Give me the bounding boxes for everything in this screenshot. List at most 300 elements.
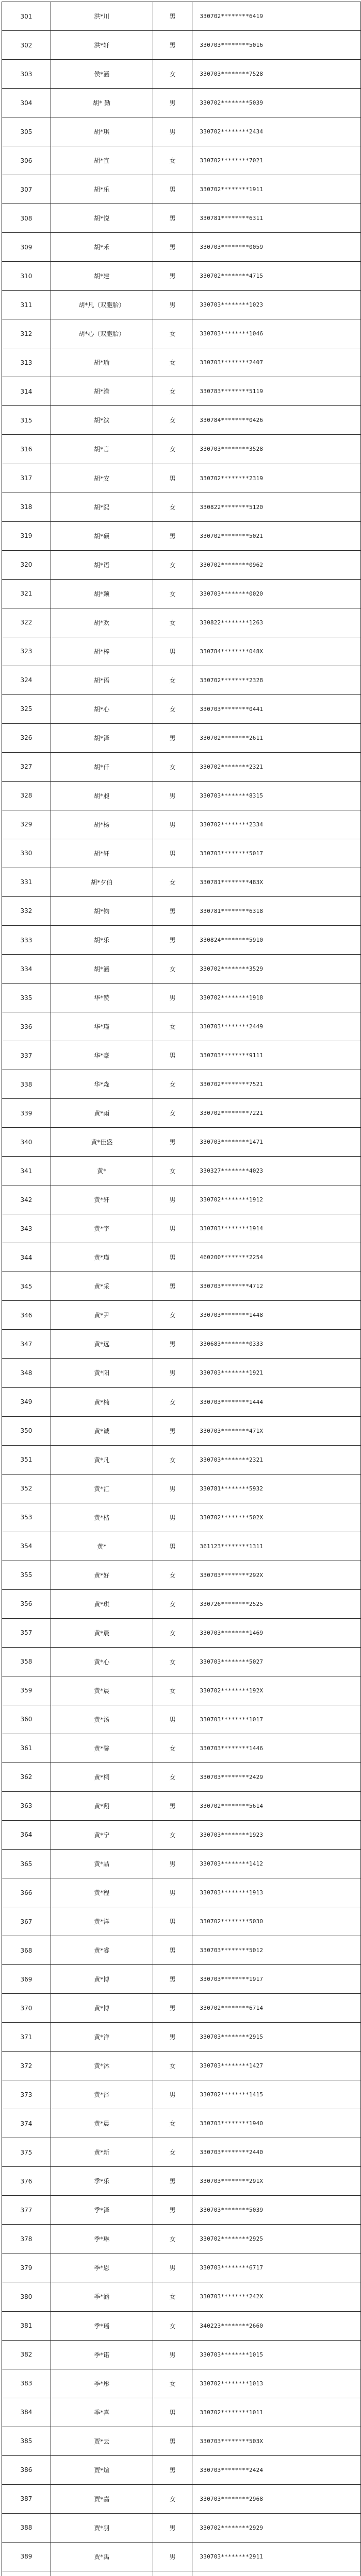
student-name-cell: 黄*远 bbox=[51, 1330, 153, 1359]
id-number-cell: 330702********0962 bbox=[192, 550, 361, 579]
gender-cell: 男 bbox=[153, 2253, 192, 2282]
id-number-cell: 330703********1471 bbox=[192, 1128, 361, 1157]
table-row bbox=[2, 2109, 361, 2138]
row-number-cell: 373 bbox=[2, 2080, 51, 2109]
gender-cell: 女 bbox=[153, 1561, 192, 1589]
row-number-cell: 346 bbox=[2, 1301, 51, 1330]
id-number-cell: 330703********1444 bbox=[192, 1387, 361, 1416]
gender-cell: 男 bbox=[153, 637, 192, 666]
student-name-cell: 黄*泽 bbox=[51, 2080, 153, 2109]
id-number-cell: 330702********502X bbox=[192, 1503, 361, 1532]
id-number-cell: 330702********5030 bbox=[192, 1907, 361, 1936]
gender-cell: 男 bbox=[153, 1359, 192, 1387]
id-number-cell: 330702********7021 bbox=[192, 146, 361, 175]
row-number-cell: 308 bbox=[2, 204, 51, 233]
gender-cell: 女 bbox=[153, 1734, 192, 1762]
table-row bbox=[2, 1330, 361, 1359]
gender-cell: 女 bbox=[153, 1301, 192, 1330]
row-number-cell: 331 bbox=[2, 868, 51, 896]
gender-cell: 男 bbox=[153, 1474, 192, 1503]
id-number-cell: 330703********2424 bbox=[192, 2455, 361, 2484]
gender-cell: 男 bbox=[153, 521, 192, 550]
id-number-cell: 330702********4715 bbox=[192, 262, 361, 291]
gender-cell: 男 bbox=[153, 1705, 192, 1734]
gender-cell: 男 bbox=[153, 1532, 192, 1561]
id-number-cell: 330703********2968 bbox=[192, 2484, 361, 2513]
row-number-cell: 320 bbox=[2, 550, 51, 579]
id-number-cell: 330703********1914 bbox=[192, 1214, 361, 1243]
id-number-cell: 330702********1911 bbox=[192, 175, 361, 204]
table-row bbox=[2, 89, 361, 117]
id-number-cell: 330726********2525 bbox=[192, 1589, 361, 1618]
table-row bbox=[2, 348, 361, 377]
row-number-cell: 330 bbox=[2, 839, 51, 868]
student-name-cell: 季*诺 bbox=[51, 2340, 153, 2369]
student-name-cell: 华*淼 bbox=[51, 1070, 153, 1099]
row-number-cell bbox=[2, 2571, 51, 2576]
gender-cell: 女 bbox=[153, 2311, 192, 2340]
student-name-cell: 胡*安 bbox=[51, 464, 153, 493]
student-name-cell: 黄*喆 bbox=[51, 1850, 153, 1878]
table-row bbox=[2, 1214, 361, 1243]
gender-cell: 女 bbox=[153, 1589, 192, 1618]
table-row bbox=[2, 1532, 361, 1561]
row-number-cell: 336 bbox=[2, 1012, 51, 1041]
student-name-cell: 黄*博 bbox=[51, 1994, 153, 2023]
student-name-cell: 胡*昶 bbox=[51, 781, 153, 810]
gender-cell: 男 bbox=[153, 896, 192, 925]
student-name-cell: 黄*沐 bbox=[51, 2052, 153, 2080]
row-number-cell: 378 bbox=[2, 2225, 51, 2253]
id-number-cell: 330703********1023 bbox=[192, 291, 361, 319]
gender-cell: 男 bbox=[153, 2080, 192, 2109]
table-row bbox=[2, 175, 361, 204]
gender-cell: 男 bbox=[153, 1791, 192, 1820]
gender-cell: 女 bbox=[153, 752, 192, 781]
table-row bbox=[2, 810, 361, 839]
row-number-cell: 375 bbox=[2, 2138, 51, 2167]
row-number-cell: 386 bbox=[2, 2455, 51, 2484]
student-name-cell: 洪*川 bbox=[51, 2, 153, 31]
id-number-cell: 330703********1940 bbox=[192, 2109, 361, 2138]
row-number-cell: 332 bbox=[2, 896, 51, 925]
gender-cell: 女 bbox=[153, 1820, 192, 1849]
table-row bbox=[2, 984, 361, 1012]
table-row bbox=[2, 1445, 361, 1474]
gender-cell: 女 bbox=[153, 2225, 192, 2253]
row-number-cell: 347 bbox=[2, 1330, 51, 1359]
gender-cell bbox=[153, 2571, 192, 2576]
gender-cell: 男 bbox=[153, 1907, 192, 1936]
row-number-cell: 352 bbox=[2, 1474, 51, 1503]
student-name-cell: 华*瑾 bbox=[51, 1012, 153, 1041]
table-row bbox=[2, 1301, 361, 1330]
row-number-cell: 382 bbox=[2, 2340, 51, 2369]
row-number-cell: 371 bbox=[2, 2023, 51, 2052]
row-number-cell: 360 bbox=[2, 1705, 51, 1734]
student-name-cell: 胡*琪 bbox=[51, 117, 153, 146]
student-name-cell: 胡*泽 bbox=[51, 723, 153, 752]
student-name-cell: 胡* 勤 bbox=[51, 89, 153, 117]
table-row bbox=[2, 1936, 361, 1965]
gender-cell: 男 bbox=[153, 1185, 192, 1214]
gender-cell: 男 bbox=[153, 2427, 192, 2455]
row-number-cell: 338 bbox=[2, 1070, 51, 1099]
gender-cell: 女 bbox=[153, 1012, 192, 1041]
table-row bbox=[2, 1647, 361, 1676]
student-name-cell: 黄*佳盛 bbox=[51, 1128, 153, 1157]
row-number-cell: 335 bbox=[2, 984, 51, 1012]
id-number-cell: 330703********1046 bbox=[192, 319, 361, 348]
student-name-cell: 胡*杨 bbox=[51, 810, 153, 839]
id-number-cell: 330824********5910 bbox=[192, 926, 361, 955]
id-number-cell: 330703********1015 bbox=[192, 2340, 361, 2369]
student-name-cell: 季*恩 bbox=[51, 2253, 153, 2282]
id-number-cell: 330703********5027 bbox=[192, 1647, 361, 1676]
gender-cell: 男 bbox=[153, 1041, 192, 1070]
table-row bbox=[2, 1705, 361, 1734]
table-row bbox=[2, 406, 361, 435]
table-row bbox=[2, 377, 361, 406]
student-name-cell: 季*泽 bbox=[51, 2196, 153, 2225]
id-number-cell: 330703********0441 bbox=[192, 694, 361, 723]
gender-cell: 女 bbox=[153, 435, 192, 464]
gender-cell: 男 bbox=[153, 781, 192, 810]
table-row bbox=[2, 2196, 361, 2225]
gender-cell: 女 bbox=[153, 2052, 192, 2080]
gender-cell: 男 bbox=[153, 723, 192, 752]
id-number-cell: 330703********5017 bbox=[192, 839, 361, 868]
id-number-cell: 330781********5932 bbox=[192, 1474, 361, 1503]
student-name-cell: 胡*颖 bbox=[51, 579, 153, 608]
table-row bbox=[2, 752, 361, 781]
student-name-cell: 黄*雨 bbox=[51, 1099, 153, 1128]
id-number-cell: 330703********291X bbox=[192, 2167, 361, 2196]
id-number-cell: 330703********1412 bbox=[192, 1850, 361, 1878]
id-number-cell: 330702********2434 bbox=[192, 117, 361, 146]
student-name-cell: 胡*涵 bbox=[51, 955, 153, 984]
table-row bbox=[2, 1157, 361, 1185]
gender-cell: 女 bbox=[153, 1762, 192, 1791]
row-number-cell: 327 bbox=[2, 752, 51, 781]
table-row bbox=[2, 1416, 361, 1445]
gender-cell: 男 bbox=[153, 1243, 192, 1272]
student-name-cell: 黄*轩 bbox=[51, 1185, 153, 1214]
student-name-cell: 胡*语 bbox=[51, 550, 153, 579]
table-row bbox=[2, 2513, 361, 2542]
gender-cell: 女 bbox=[153, 348, 192, 377]
gender-cell: 男 bbox=[153, 233, 192, 262]
row-number-cell: 367 bbox=[2, 1907, 51, 1936]
id-number-cell: 330822********1263 bbox=[192, 608, 361, 637]
gender-cell: 女 bbox=[153, 1099, 192, 1128]
row-number-cell: 350 bbox=[2, 1416, 51, 1445]
table-row bbox=[2, 2282, 361, 2311]
id-number-cell: 330703********1469 bbox=[192, 1618, 361, 1647]
student-name-cell: 黄*采 bbox=[51, 1272, 153, 1301]
id-number-cell: 330703********8315 bbox=[192, 781, 361, 810]
id-number-cell: 330703********0020 bbox=[192, 579, 361, 608]
row-number-cell: 362 bbox=[2, 1762, 51, 1791]
gender-cell: 女 bbox=[153, 1445, 192, 1474]
row-number-cell: 374 bbox=[2, 2109, 51, 2138]
table-row bbox=[2, 1474, 361, 1503]
gender-cell: 男 bbox=[153, 1936, 192, 1965]
student-name-cell: 胡*轩 bbox=[51, 839, 153, 868]
id-number-cell: 330703********2440 bbox=[192, 2138, 361, 2167]
table-row bbox=[2, 926, 361, 955]
gender-cell: 男 bbox=[153, 262, 192, 291]
id-number-cell: 330703********5039 bbox=[192, 2196, 361, 2225]
student-name-cell: 胡*乐 bbox=[51, 175, 153, 204]
gender-cell: 女 bbox=[153, 146, 192, 175]
id-number-cell: 330702********1013 bbox=[192, 2369, 361, 2398]
student-name-cell: 黄*心 bbox=[51, 1647, 153, 1676]
id-number-cell: 330702********5614 bbox=[192, 1791, 361, 1820]
gender-cell: 女 bbox=[153, 319, 192, 348]
row-number-cell: 322 bbox=[2, 608, 51, 637]
student-name-cell: 黄* bbox=[51, 1157, 153, 1185]
id-number-cell: 330703********2407 bbox=[192, 348, 361, 377]
student-name-cell: 贾*嘉 bbox=[51, 2484, 153, 2513]
id-number-cell: 330703********2321 bbox=[192, 1445, 361, 1474]
table-row bbox=[2, 1503, 361, 1532]
student-name-cell: 胡*滢 bbox=[51, 377, 153, 406]
student-name-cell bbox=[51, 2571, 153, 2576]
student-name-cell: 胡*夕伯 bbox=[51, 868, 153, 896]
gender-cell: 男 bbox=[153, 291, 192, 319]
id-number-cell: 330703********6717 bbox=[192, 2253, 361, 2282]
gender-cell: 女 bbox=[153, 60, 192, 89]
student-name-cell: 胡*心 bbox=[51, 694, 153, 723]
student-name-cell: 黄*馨 bbox=[51, 1734, 153, 1762]
gender-cell: 女 bbox=[153, 694, 192, 723]
id-number-cell: 330703********1017 bbox=[192, 1705, 361, 1734]
student-name-cell: 华*赞 bbox=[51, 984, 153, 1012]
student-name-cell: 胡*瑜 bbox=[51, 348, 153, 377]
gender-cell: 男 bbox=[153, 810, 192, 839]
student-name-cell: 黄*晨 bbox=[51, 2109, 153, 2138]
student-name-cell: 胡*硕 bbox=[51, 521, 153, 550]
row-number-cell: 370 bbox=[2, 1994, 51, 2023]
table-row bbox=[2, 2052, 361, 2080]
row-number-cell: 311 bbox=[2, 291, 51, 319]
gender-cell: 女 bbox=[153, 666, 192, 694]
id-number-cell: 330703********292X bbox=[192, 1561, 361, 1589]
table-row bbox=[2, 1850, 361, 1878]
id-number-cell: 330702********3529 bbox=[192, 955, 361, 984]
gender-cell: 男 bbox=[153, 1503, 192, 1532]
row-number-cell: 344 bbox=[2, 1243, 51, 1272]
row-number-cell: 384 bbox=[2, 2398, 51, 2427]
id-number-cell: 330702********6714 bbox=[192, 1994, 361, 2023]
table-row bbox=[2, 2, 361, 31]
student-name-cell: 黄*洋 bbox=[51, 1907, 153, 1936]
row-number-cell: 351 bbox=[2, 1445, 51, 1474]
id-number-cell: 330703********1923 bbox=[192, 1820, 361, 1849]
gender-cell: 女 bbox=[153, 2369, 192, 2398]
row-number-cell: 376 bbox=[2, 2167, 51, 2196]
table-row bbox=[2, 1041, 361, 1070]
row-number-cell: 319 bbox=[2, 521, 51, 550]
table-row bbox=[2, 1589, 361, 1618]
row-number-cell: 341 bbox=[2, 1157, 51, 1185]
row-number-cell: 309 bbox=[2, 233, 51, 262]
id-number-cell: 330703********1446 bbox=[192, 1734, 361, 1762]
table-row bbox=[2, 868, 361, 896]
student-name-cell: 胡*言 bbox=[51, 435, 153, 464]
table-row bbox=[2, 1820, 361, 1849]
gender-cell: 男 bbox=[153, 2167, 192, 2196]
id-number-cell: 330702********5021 bbox=[192, 521, 361, 550]
student-name-cell: 胡*梓 bbox=[51, 637, 153, 666]
id-number-cell: 330703********4712 bbox=[192, 1272, 361, 1301]
table-row bbox=[2, 2455, 361, 2484]
gender-cell: 男 bbox=[153, 2513, 192, 2542]
row-number-cell: 304 bbox=[2, 89, 51, 117]
table-row bbox=[2, 493, 361, 521]
student-name-cell: 黄*洋 bbox=[51, 2023, 153, 2052]
row-number-cell: 326 bbox=[2, 723, 51, 752]
id-number-cell: 330703********1913 bbox=[192, 1878, 361, 1907]
table-row bbox=[2, 2369, 361, 2398]
id-number-cell: 330703********2449 bbox=[192, 1012, 361, 1041]
id-number-cell: 460200********2254 bbox=[192, 1243, 361, 1272]
row-number-cell: 369 bbox=[2, 1965, 51, 1994]
table-row bbox=[2, 2253, 361, 2282]
gender-cell: 女 bbox=[153, 493, 192, 521]
row-number-cell: 387 bbox=[2, 2484, 51, 2513]
gender-cell: 女 bbox=[153, 2282, 192, 2311]
student-name-cell: 季*喜 bbox=[51, 2398, 153, 2427]
student-name-cell: 黄*宇 bbox=[51, 1214, 153, 1243]
student-name-cell: 黄*诚 bbox=[51, 1416, 153, 1445]
gender-cell: 女 bbox=[153, 377, 192, 406]
student-name-cell: 胡*熙 bbox=[51, 493, 153, 521]
row-number-cell: 379 bbox=[2, 2253, 51, 2282]
row-number-cell: 364 bbox=[2, 1820, 51, 1849]
row-number-cell: 354 bbox=[2, 1532, 51, 1561]
row-number-cell: 339 bbox=[2, 1099, 51, 1128]
gender-cell: 男 bbox=[153, 2023, 192, 2052]
id-number-cell: 330702********1011 bbox=[192, 2398, 361, 2427]
table-row bbox=[2, 1012, 361, 1041]
table-row bbox=[2, 2542, 361, 2571]
gender-cell: 男 bbox=[153, 839, 192, 868]
id-number-cell: 340223********2660 bbox=[192, 2311, 361, 2340]
table-row bbox=[2, 233, 361, 262]
row-number-cell: 313 bbox=[2, 348, 51, 377]
student-name-cell: 黄*宁 bbox=[51, 1820, 153, 1849]
id-number-cell: 330702********6419 bbox=[192, 2, 361, 31]
id-number-cell: 330702********5039 bbox=[192, 89, 361, 117]
row-number-cell: 348 bbox=[2, 1359, 51, 1387]
gender-cell: 男 bbox=[153, 1878, 192, 1907]
gender-cell: 男 bbox=[153, 31, 192, 60]
student-name-cell: 黄*桐 bbox=[51, 1762, 153, 1791]
id-number-cell: 330703********471X bbox=[192, 1416, 361, 1445]
row-number-cell: 349 bbox=[2, 1387, 51, 1416]
table-row bbox=[2, 521, 361, 550]
table-row bbox=[2, 1734, 361, 1762]
id-number-cell: 330703********2915 bbox=[192, 2023, 361, 2052]
table-row bbox=[2, 608, 361, 637]
gender-cell: 男 bbox=[153, 2196, 192, 2225]
student-name-cell: 黄*楷 bbox=[51, 1503, 153, 1532]
gender-cell: 男 bbox=[153, 2455, 192, 2484]
table-row bbox=[2, 2427, 361, 2455]
id-number-cell: 330703********7528 bbox=[192, 60, 361, 89]
id-number-cell: 330703********0059 bbox=[192, 233, 361, 262]
row-number-cell: 365 bbox=[2, 1850, 51, 1878]
gender-cell: 男 bbox=[153, 1272, 192, 1301]
table-row bbox=[2, 723, 361, 752]
id-number-cell: 330784********0426 bbox=[192, 406, 361, 435]
row-number-cell: 388 bbox=[2, 2513, 51, 2542]
row-number-cell: 357 bbox=[2, 1618, 51, 1647]
table-row bbox=[2, 955, 361, 984]
row-number-cell: 383 bbox=[2, 2369, 51, 2398]
gender-cell: 男 bbox=[153, 117, 192, 146]
gender-cell: 女 bbox=[153, 2484, 192, 2513]
student-name-cell: 华*豪 bbox=[51, 1041, 153, 1070]
table-row bbox=[2, 2138, 361, 2167]
table-row bbox=[2, 579, 361, 608]
row-number-cell: 366 bbox=[2, 1878, 51, 1907]
student-name-cell: 胡*滨 bbox=[51, 406, 153, 435]
row-number-cell: 302 bbox=[2, 31, 51, 60]
student-name-cell: 贾*煊 bbox=[51, 2455, 153, 2484]
gender-cell: 男 bbox=[153, 926, 192, 955]
row-number-cell: 381 bbox=[2, 2311, 51, 2340]
gender-cell: 男 bbox=[153, 1965, 192, 1994]
table-row bbox=[2, 262, 361, 291]
gender-cell: 女 bbox=[153, 1618, 192, 1647]
row-number-cell: 356 bbox=[2, 1589, 51, 1618]
student-name-cell: 黄*汇 bbox=[51, 1474, 153, 1503]
student-name-cell: 季*彤 bbox=[51, 2369, 153, 2398]
row-number-cell: 307 bbox=[2, 175, 51, 204]
row-number-cell: 340 bbox=[2, 1128, 51, 1157]
gender-cell: 男 bbox=[153, 89, 192, 117]
row-number-cell: 317 bbox=[2, 464, 51, 493]
row-number-cell: 377 bbox=[2, 2196, 51, 2225]
row-number-cell: 303 bbox=[2, 60, 51, 89]
row-number-cell: 328 bbox=[2, 781, 51, 810]
id-number-cell: 330703********1917 bbox=[192, 1965, 361, 1994]
student-name-cell: 季*涵 bbox=[51, 2282, 153, 2311]
gender-cell: 女 bbox=[153, 579, 192, 608]
gender-cell: 女 bbox=[153, 1387, 192, 1416]
gender-cell: 男 bbox=[153, 2, 192, 31]
row-number-cell: 368 bbox=[2, 1936, 51, 1965]
row-number-cell: 343 bbox=[2, 1214, 51, 1243]
student-name-cell: 洪*轩 bbox=[51, 31, 153, 60]
id-number-cell: 330703********1921 bbox=[192, 1359, 361, 1387]
gender-cell: 女 bbox=[153, 2138, 192, 2167]
id-number-cell: 330703********242X bbox=[192, 2282, 361, 2311]
table-row bbox=[2, 2080, 361, 2109]
row-number-cell: 314 bbox=[2, 377, 51, 406]
row-number-cell: 310 bbox=[2, 262, 51, 291]
id-number-cell: 330781********6318 bbox=[192, 896, 361, 925]
row-number-cell: 318 bbox=[2, 493, 51, 521]
gender-cell: 男 bbox=[153, 1416, 192, 1445]
student-name-cell: 黄*好 bbox=[51, 1561, 153, 1589]
gender-cell: 女 bbox=[153, 406, 192, 435]
gender-cell: 女 bbox=[153, 2109, 192, 2138]
table-row bbox=[2, 550, 361, 579]
